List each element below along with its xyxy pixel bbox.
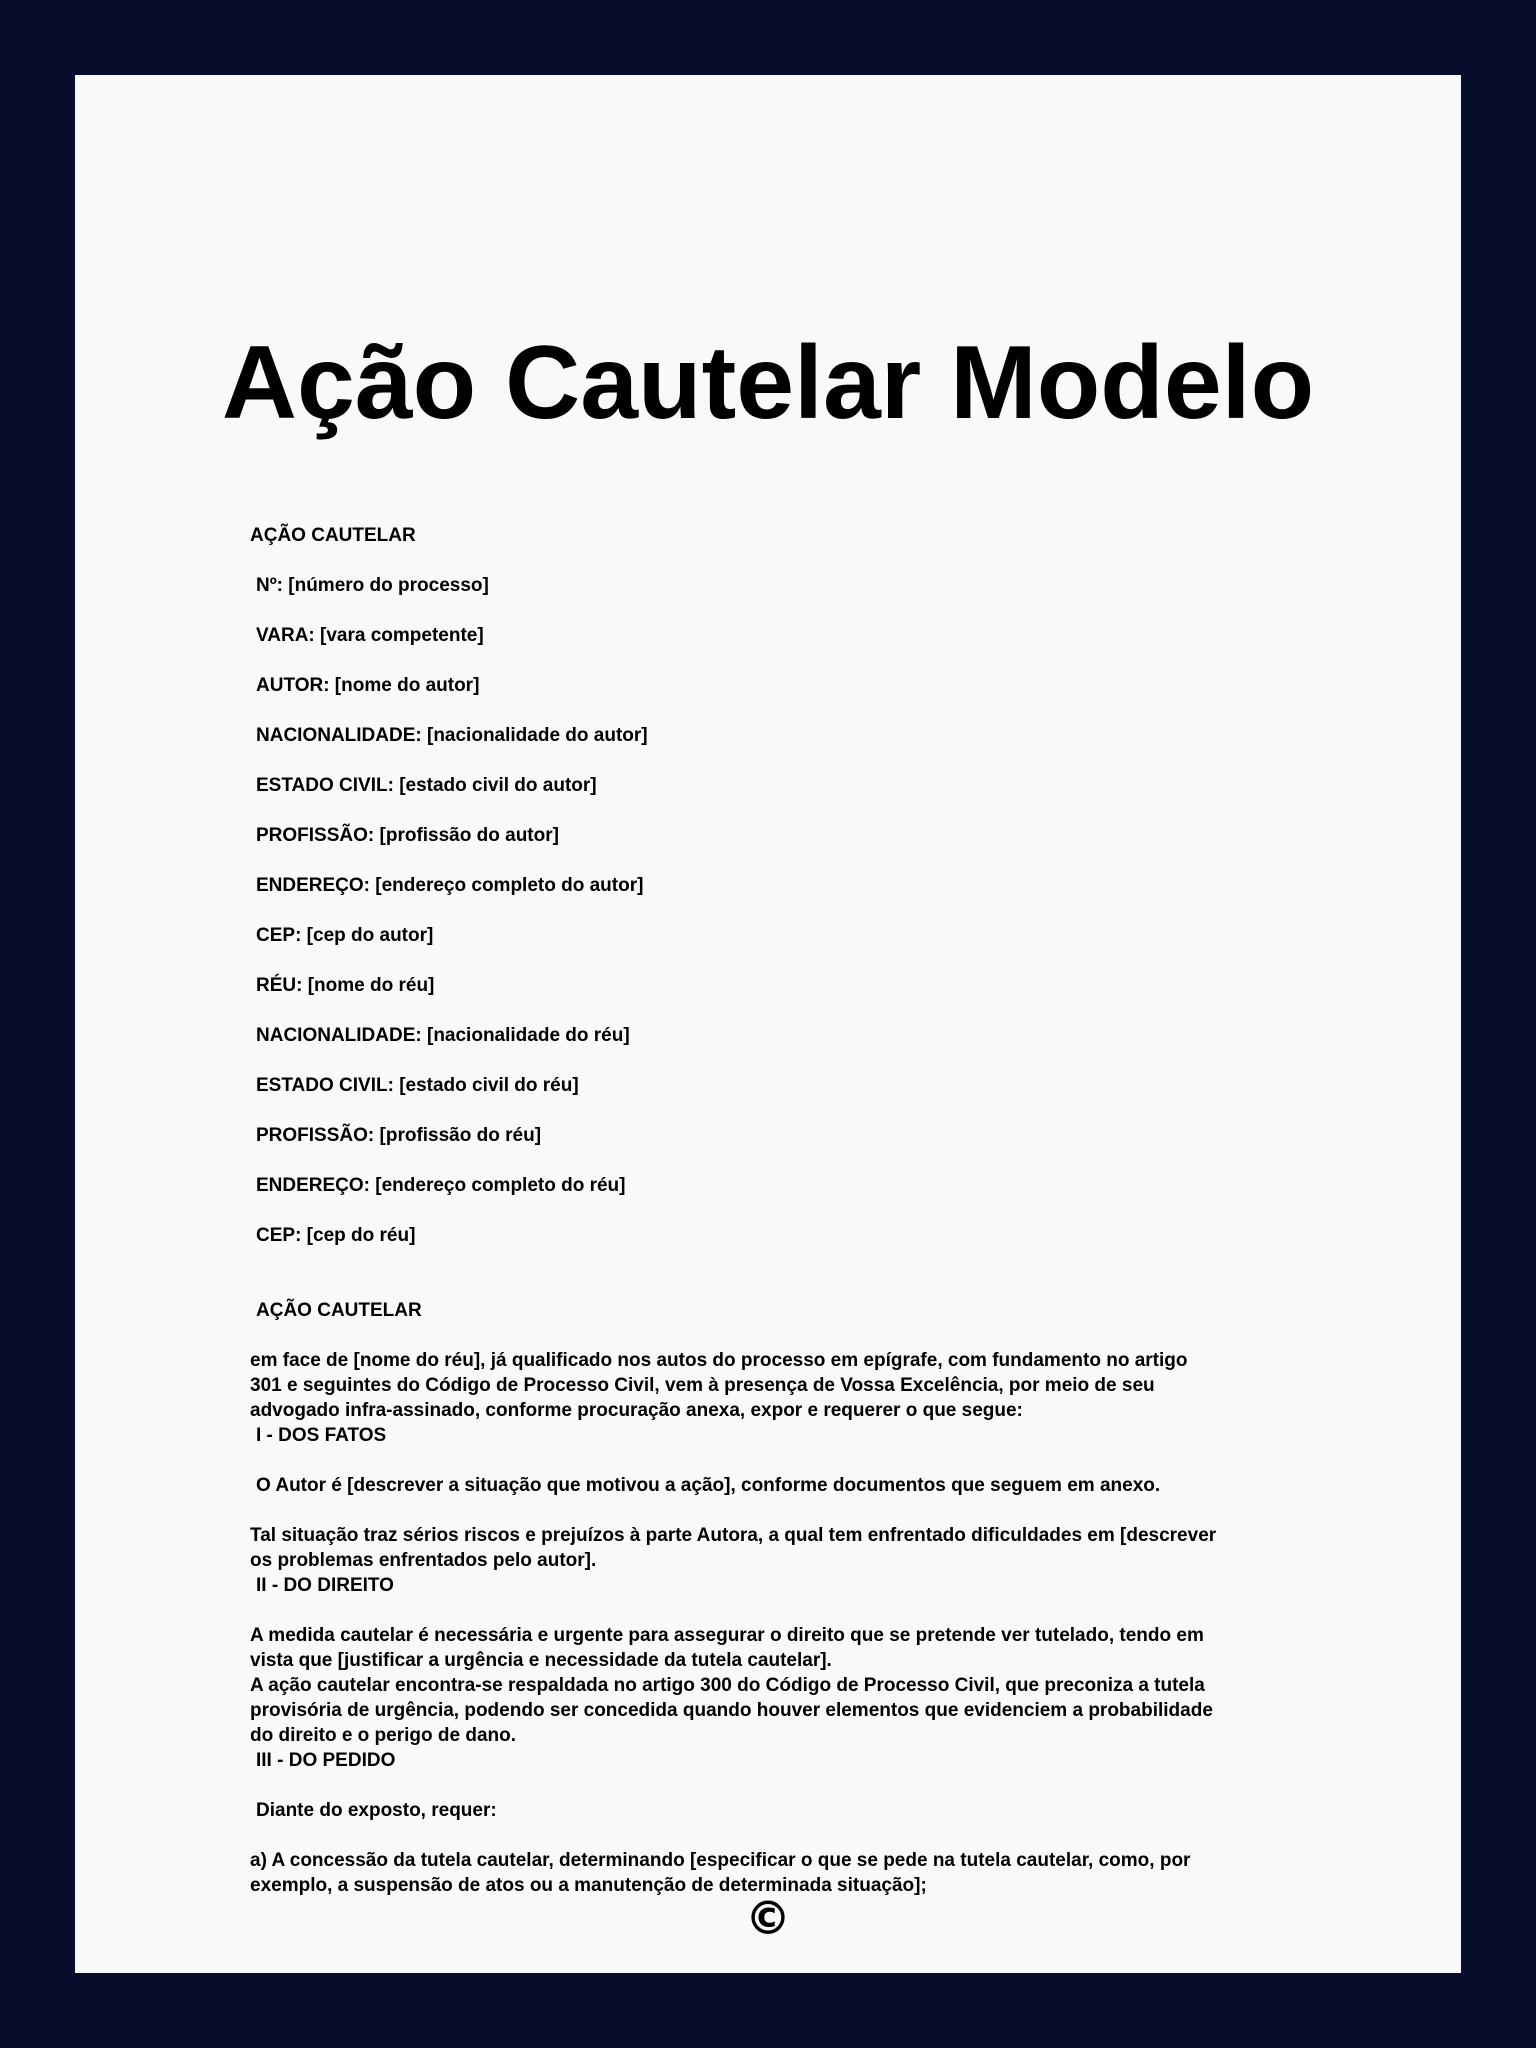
- request-item-a: [250, 1848, 1360, 1898]
- facts-line: os problemas enfrentados pelo autor].: [250, 1550, 597, 1571]
- intro-paragraph: [250, 1348, 1360, 1423]
- field-author-name: AUTOR: [nome do autor]: [256, 675, 480, 696]
- field-author-marital-status: ESTADO CIVIL: [estado civil do autor]: [256, 775, 597, 796]
- document-heading: AÇÃO CAUTELAR: [250, 525, 416, 546]
- party-fields: [250, 573, 1360, 1248]
- field-defendant-nationality: NACIONALIDADE: [nacionalidade do réu]: [256, 1025, 630, 1046]
- request-line: exemplo, a suspensão de atos ou a manutenção de determinada situação];: [250, 1875, 927, 1896]
- field-court: VARA: [vara competente]: [256, 625, 484, 646]
- field-defendant-marital-status: ESTADO CIVIL: [estado civil do réu]: [256, 1075, 579, 1096]
- field-author-address: ENDEREÇO: [endereço completo do autor]: [256, 875, 644, 896]
- law-paragraph: [250, 1623, 1360, 1748]
- field-author-nationality: NACIONALIDADE: [nacionalidade do autor]: [256, 725, 648, 746]
- law-line: A ação cautelar encontra-se respaldada no artigo 300 do Código de Processo Civil, que preconiza a tutela: [250, 1675, 1205, 1696]
- request-line: a) A concessão da tutela cautelar, determinando [especificar o que se pede na tutela cautelar, como, por: [250, 1850, 1191, 1871]
- field-defendant-name: RÉU: [nome do réu]: [256, 975, 435, 996]
- facts-paragraph-2: [250, 1523, 1360, 1573]
- document-title: Ação Cautelar Modelo: [221, 325, 1315, 441]
- field-defendant-zip: CEP: [cep do réu]: [256, 1225, 416, 1246]
- field-process-number: Nº: [número do processo]: [256, 575, 489, 596]
- section-title-request: III - DO PEDIDO: [256, 1750, 396, 1771]
- law-line: A medida cautelar é necessária e urgente para assegurar o direito que se pretende ver tutelado, tendo em: [250, 1625, 1204, 1646]
- facts-paragraph-1: O Autor é [descrever a situação que motivou a ação], conforme documentos que seguem em anexo.: [256, 1475, 1161, 1496]
- field-defendant-address: ENDEREÇO: [endereço completo do réu]: [256, 1175, 626, 1196]
- field-author-profession: PROFISSÃO: [profissão do autor]: [256, 825, 559, 846]
- law-line: provisória de urgência, podendo ser concedida quando houver elementos que evidenciem a probabilidade: [250, 1700, 1213, 1721]
- facts-line: Tal situação traz sérios riscos e prejuízos à parte Autora, a qual tem enfrentado dificuldades em [descrever: [250, 1525, 1217, 1546]
- law-line: do direito e o perigo de dano.: [250, 1725, 517, 1746]
- section-title-law: II - DO DIREITO: [256, 1575, 394, 1596]
- document-subheading: AÇÃO CAUTELAR: [256, 1300, 422, 1321]
- intro-line: em face de [nome do réu], já qualificado nos autos do processo em epígrafe, com fundamento no artigo: [250, 1350, 1188, 1371]
- field-author-zip: CEP: [cep do autor]: [256, 925, 434, 946]
- section-title-facts: I - DOS FATOS: [256, 1425, 387, 1446]
- request-intro: Diante do exposto, requer:: [256, 1800, 497, 1821]
- document-body: [250, 523, 1360, 1898]
- intro-line: advogado infra-assinado, conforme procuração anexa, expor e requerer o que segue:: [250, 1400, 1023, 1421]
- copyright-symbol: ©: [745, 1891, 791, 1945]
- document-page: [75, 75, 1461, 1973]
- field-defendant-profession: PROFISSÃO: [profissão do réu]: [256, 1125, 542, 1146]
- intro-line: 301 e seguintes do Código de Processo Civil, vem à presença de Vossa Excelência, por meio de seu: [250, 1375, 1155, 1396]
- law-line: vista que [justificar a urgência e necessidade da tutela cautelar].: [250, 1650, 832, 1671]
